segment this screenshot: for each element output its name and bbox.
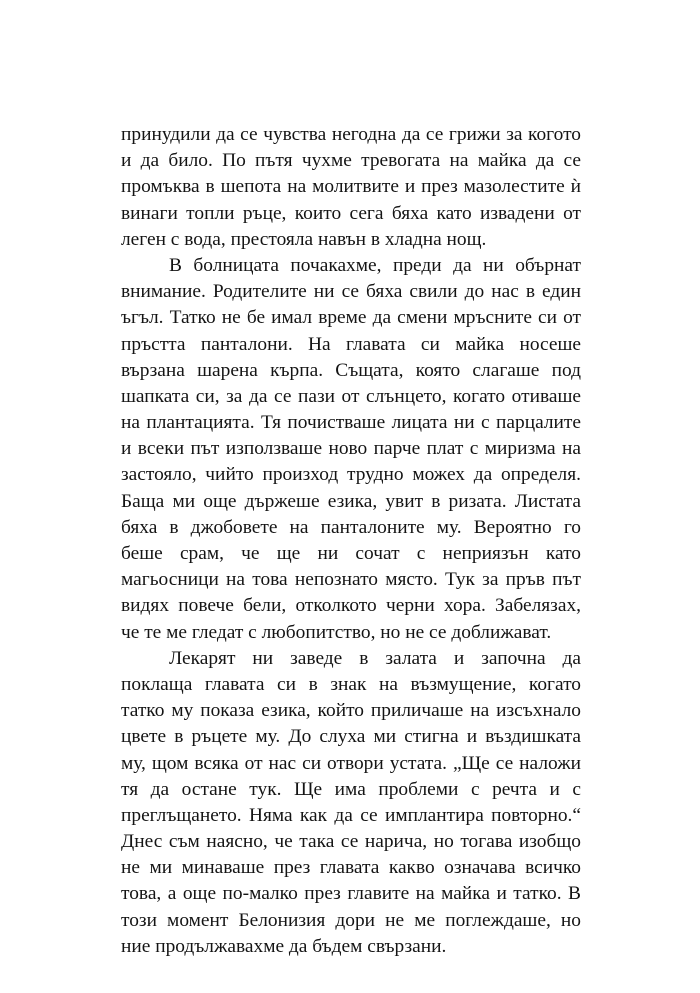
text-line: татко му показа езика, който приличаше на изсъхнало [121, 700, 581, 722]
text-line: ъгъл. Татко не бе имал време да смени мръсните си от [121, 307, 581, 329]
paragraph-1 [121, 122, 581, 253]
text-line: леген с вода, престояла навън в хладна нощ. [121, 228, 487, 250]
text-line: бяха в джобовете на панталоните му. Вероятно го [121, 516, 581, 538]
text-line: принудили да се чувства негодна да се грижи за когото [121, 124, 581, 145]
text-line: поклаща главата си в знак на възмущение, когато [121, 673, 581, 695]
paragraph-2 [121, 253, 581, 646]
text-line: застояло, чийто произход трудно можех да определя. [121, 464, 581, 486]
text-line: това, а още по-малко през главите на майка и татко. В [121, 883, 581, 905]
text-line: че те ме гледат с любопитство, но не се доближават. [121, 621, 552, 643]
text-line: преглъщането. Няма как да се имплантира повторно.“ [121, 804, 581, 826]
text-line: и да било. По пътя чухме тревогата на майка да се [121, 150, 581, 172]
text-line: пръстта панталони. На главата си майка носеше [121, 333, 581, 355]
text-line: вързана шарена кърпа. Същата, която слагаше под [121, 359, 581, 381]
text-line: тя да остане тук. Ще има проблеми с речта и с [121, 778, 581, 800]
text-line: Баща ми още държеше езика, увит в ризата. Листата [121, 490, 581, 512]
text-line: винаги топли ръце, които сега бяха като извадени от [121, 202, 581, 224]
body-text [121, 122, 581, 960]
text-line: Днес съм наясно, че така се нарича, но тогава изобщо [121, 831, 581, 853]
text-line: беше срам, че ще ни сочат с неприязън като [121, 543, 581, 564]
text-line: магьосници на това непознато място. Тук за пръв път [121, 569, 581, 591]
text-line: видях повече бели, отколкото черни хора. Забелязах, [121, 595, 581, 617]
text-line: не ми минаваше през главата какво означава всичко [121, 857, 581, 879]
text-line: шапката си, за да се пази от слънцето, когато отиваше [121, 385, 581, 407]
text-line: на плантацията. Тя почистваше лицата ни с парцалите [121, 412, 581, 434]
text-line: промъква в шепота на молитвите и през мазолестите ѝ [121, 176, 581, 198]
text-line: ние продължавахме да бъдем свързани. [121, 935, 447, 957]
text-line: внимание. Родителите ни се бяха свили до нас в един [121, 281, 581, 303]
text-line: В болницата почакахме, преди да ни обърнат [169, 254, 581, 276]
text-line: му, щом всяка от нас си отвори устата. „Ще се наложи [121, 752, 581, 774]
paragraph-3 [121, 646, 581, 960]
text-line: цвете в ръцете му. До слуха ми стигна и въздишката [121, 726, 581, 748]
text-line: и всеки път използваше ново парче плат с миризма на [121, 438, 581, 460]
text-line: Лекарят ни заведе в залата и започна да [169, 647, 581, 669]
text-line: този момент Белонизия дори не ме поглеждаше, но [121, 909, 581, 931]
